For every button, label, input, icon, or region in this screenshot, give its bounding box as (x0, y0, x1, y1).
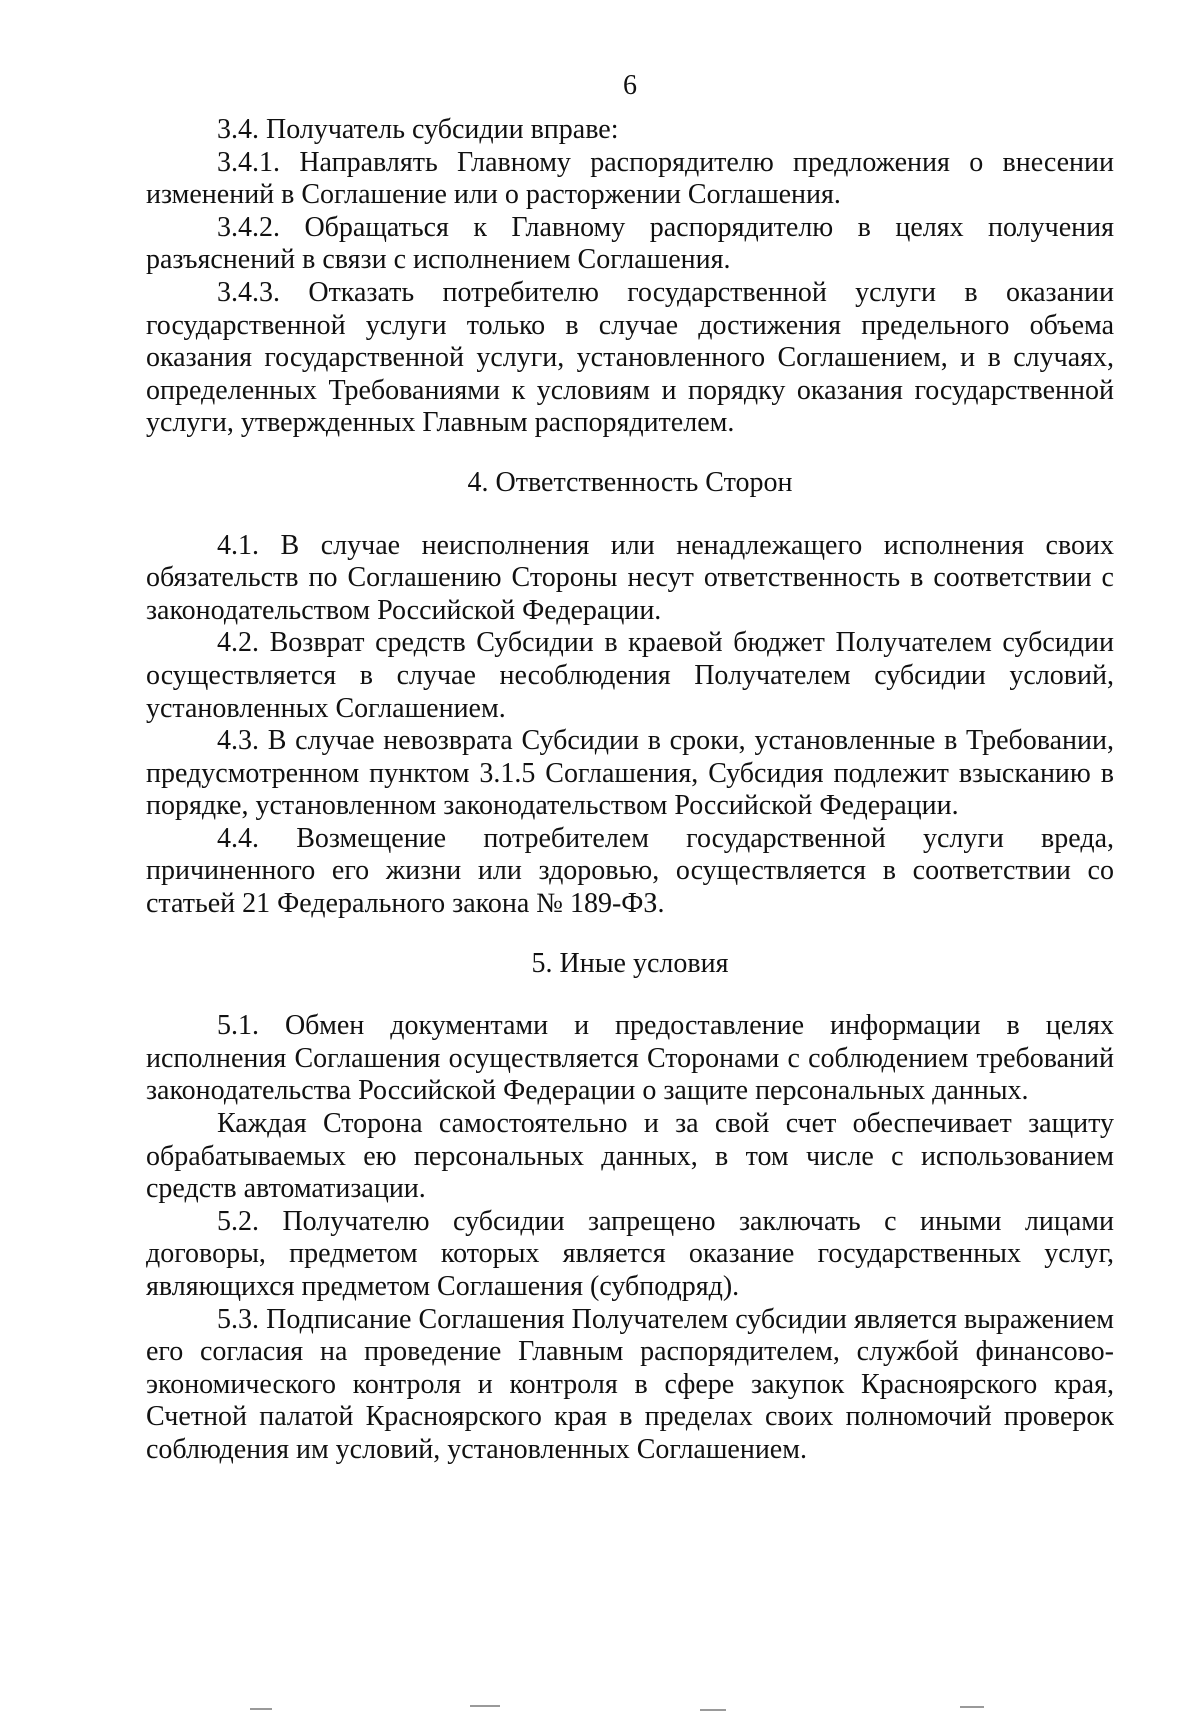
document-body (146, 114, 1114, 1467)
page-number: 6 (623, 70, 637, 101)
paragraph-5-2: 5.2. Получателю субсидии запрещено заключать с иными лицами договоры, предметом которых является оказание государственных услуг, являющихся предметом Соглашения (субподряд). (146, 1205, 1114, 1302)
scan-artifact (470, 1705, 500, 1707)
section-4-heading: 4. Ответственность Сторон (467, 466, 793, 498)
paragraph-3-4-2: 3.4.2. Обращаться к Главному распорядителю в целях получения разъяснений в связи с исполнением Соглашения. (146, 211, 1114, 276)
paragraph-5-3: 5.3. Подписание Соглашения Получателем субсидии является выражением его согласия на проведение Главным распорядителем, службой финансово-экономического контроля и контроля в сфере закупок Красноярского края, Счетной палатой Красноярского края в пределах своих полномочий проверок соблюдения им условий, установленных Соглашением. (146, 1303, 1114, 1465)
paragraph-3-4: 3.4. Получатель субсидии вправе: (217, 114, 619, 145)
section-5-heading: 5. Иные условия (531, 947, 729, 979)
paragraph-4-3: 4.3. В случае невозврата Субсидии в сроки, установленные в Требовании, предусмотренном пунктом 3.1.5 Соглашения, Субсидия подлежит взысканию в порядке, установленном законодательством Российской Федерации. (146, 725, 1114, 822)
paragraph-3-4-1: 3.4.1. Направлять Главному распорядителю предложения о внесении изменений в Соглашение или о расторжении Соглашения. (146, 146, 1114, 211)
paragraph-4-2: 4.2. Возврат средств Субсидии в краевой бюджет Получателем субсидии осуществляется в случае несоблюдения Получателем субсидии условий, установленных Соглашением. (146, 627, 1114, 724)
scan-artifact (960, 1706, 984, 1708)
paragraph-3-4-3: 3.4.3. Отказать потребителю государственной услуги в оказании государственной услуги только в случае достижения предельного объема оказания государственной услуги, установленного Соглашением, и в случаях, определенных Требованиями к условиям и порядку оказания государственной услуги, утвержденных Главным распорядителем. (146, 276, 1114, 439)
paragraph-4-1: 4.1. В случае неисполнения или ненадлежащего исполнения своих обязательств по Соглашению Стороны несут ответственность в соответствии с законодательством Российской Федерации. (146, 529, 1114, 626)
scan-artifact (700, 1709, 726, 1711)
paragraph-4-4: 4.4. Возмещение потребителем государственной услуги вреда, причиненного его жизни или здоровью, осуществляется в соответствии со статьей 21 Федерального закона № 189-ФЗ. (146, 822, 1114, 920)
paragraph-5-1: 5.1. Обмен документами и предоставление информации в целях исполнения Соглашения осуществляется Сторонами с соблюдением требований законодательства Российской Федерации о защите персональных данных. (146, 1010, 1114, 1107)
paragraph-5-1-personal-data: Каждая Сторона самостоятельно и за свой счет обеспечивает защиту обрабатываемых ею персональных данных, в том числе с использованием средств автоматизации. (146, 1108, 1114, 1205)
scan-artifact (250, 1708, 272, 1710)
